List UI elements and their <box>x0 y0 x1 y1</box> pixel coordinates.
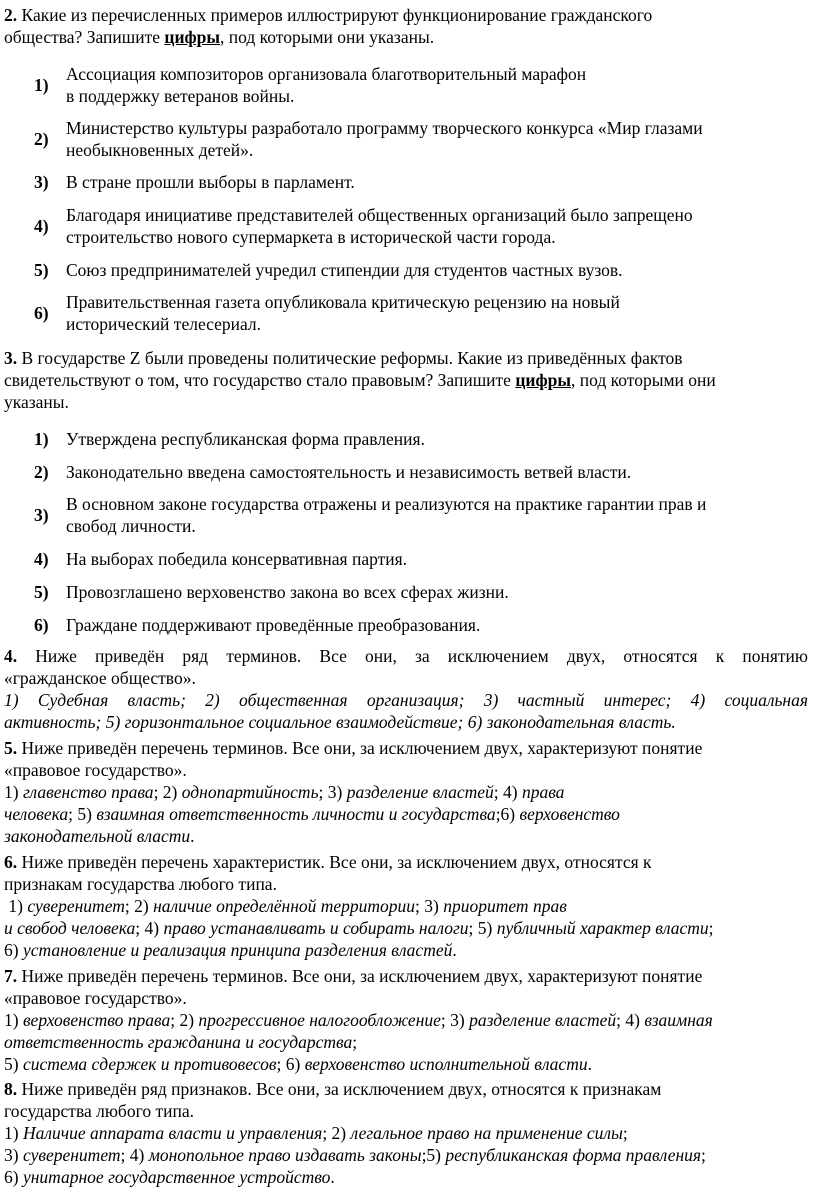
question-number: 3. <box>4 348 18 368</box>
q3-option-3: 3) В основном законе государства отражены и реализуются на практике гарантии прав и свобод личности. <box>34 494 707 536</box>
question-number: 7. <box>4 966 18 986</box>
question-number: 5. <box>4 738 18 758</box>
question-number: 4. <box>4 646 18 666</box>
q2-option-2: 2) Министерство культуры разработало программу творческого конкурса «Мир глазами необыкновенных детей». <box>34 118 703 160</box>
question-number: 6. <box>4 852 18 872</box>
question-6: 6. Ниже приведён перечень характеристик. Все они, за исключением двух, относятся к признакам государства любого типа. 1) суверенитет; 2) наличие определённой территории; 3) приоритет прав и свобод человека; 4) право устанавливать и собирать налоги; 5) публичный характер власти; 6) установление и реализация принципа разделения властей. <box>4 852 714 960</box>
q2-option-5: 5) Союз предпринимателей учредил стипендии для студентов частных вузов. <box>34 260 623 280</box>
question-number: 2. <box>4 5 18 25</box>
q3-option-6: 6) Граждане поддерживают проведённые преобразования. <box>34 615 481 635</box>
question-5: 5. Ниже приведён перечень терминов. Все они, за исключением двух, характеризуют понятие «правовое государство». 1) главенство права; 2) однопартийность; 3) разделение властей; 4) права человека; 5) взаимная ответственность личности и государства;6) верховенство законодательной власти. <box>4 738 703 846</box>
question-3: 3. В государстве Z были проведены политические реформы. Какие из приведённых фактов свидетельствуют о том, что государство стало правовым? Запишите цифры, под которыми они указаны. <box>4 348 716 412</box>
q3-option-5: 5) Провозглашено верховенство закона во всех сферах жизни. <box>34 582 509 602</box>
question-2: 2. Какие из перечисленных примеров иллюстрируют функционирование гражданского общества? Запишите цифры, под которыми они указаны. <box>4 5 653 47</box>
question-7: 7. Ниже приведён перечень терминов. Все они, за исключением двух, характеризуют понятие «правовое государство». 1) верховенство права; 2) прогрессивное налогообложение; 3) разделение властей; 4) взаимная ответственность гражданина и государства; 5) система сдержек и противовесов; 6) верховенство исполнительной власти. <box>4 966 713 1074</box>
q3-option-2: 2) Законодательно введена самостоятельность и независимость ветвей власти. <box>34 462 632 482</box>
q2-option-1: 1) Ассоциация композиторов организовала благотворительный марафон в поддержку ветеранов войны. <box>34 64 587 106</box>
q2-option-4: 4) Благодаря инициативе представителей общественных организаций было запрещено строительство нового супермаркета в исторической части города. <box>34 205 693 247</box>
question-4: 4. Ниже приведён ряд терминов. Все они, за исключением двух, относятся к понятию «гражданское общество». 1) Судебная власть; 2) общественная организация; 3) частный интерес; 4) социальная активность; 5) горизонтальное социальное взаимодействие; 6) законодательная власть. <box>4 646 808 732</box>
q2-option-6: 6) Правительственная газета опубликовала критическую рецензию на новый исторический телесериал. <box>34 292 620 334</box>
question-8: 8. Ниже приведён ряд признаков. Все они, за исключением двух, относятся к признакам государства любого типа. 1) Наличие аппарата власти и управления; 2) легальное право на применение силы; 3) суверенитет; 4) монопольное право издавать законы;5) республиканская форма правления; 6) унитарное государственное устройство. <box>4 1079 706 1187</box>
q2-option-3: 3) В стране прошли выборы в парламент. <box>34 172 355 192</box>
keyword-digits: цифры <box>515 370 571 390</box>
q3-option-4: 4) На выборах победила консервативная партия. <box>34 549 408 569</box>
question-number: 8. <box>4 1079 18 1099</box>
keyword-digits: цифры <box>164 27 221 47</box>
q3-option-1: 1) Утверждена республиканская форма правления. <box>34 429 425 449</box>
